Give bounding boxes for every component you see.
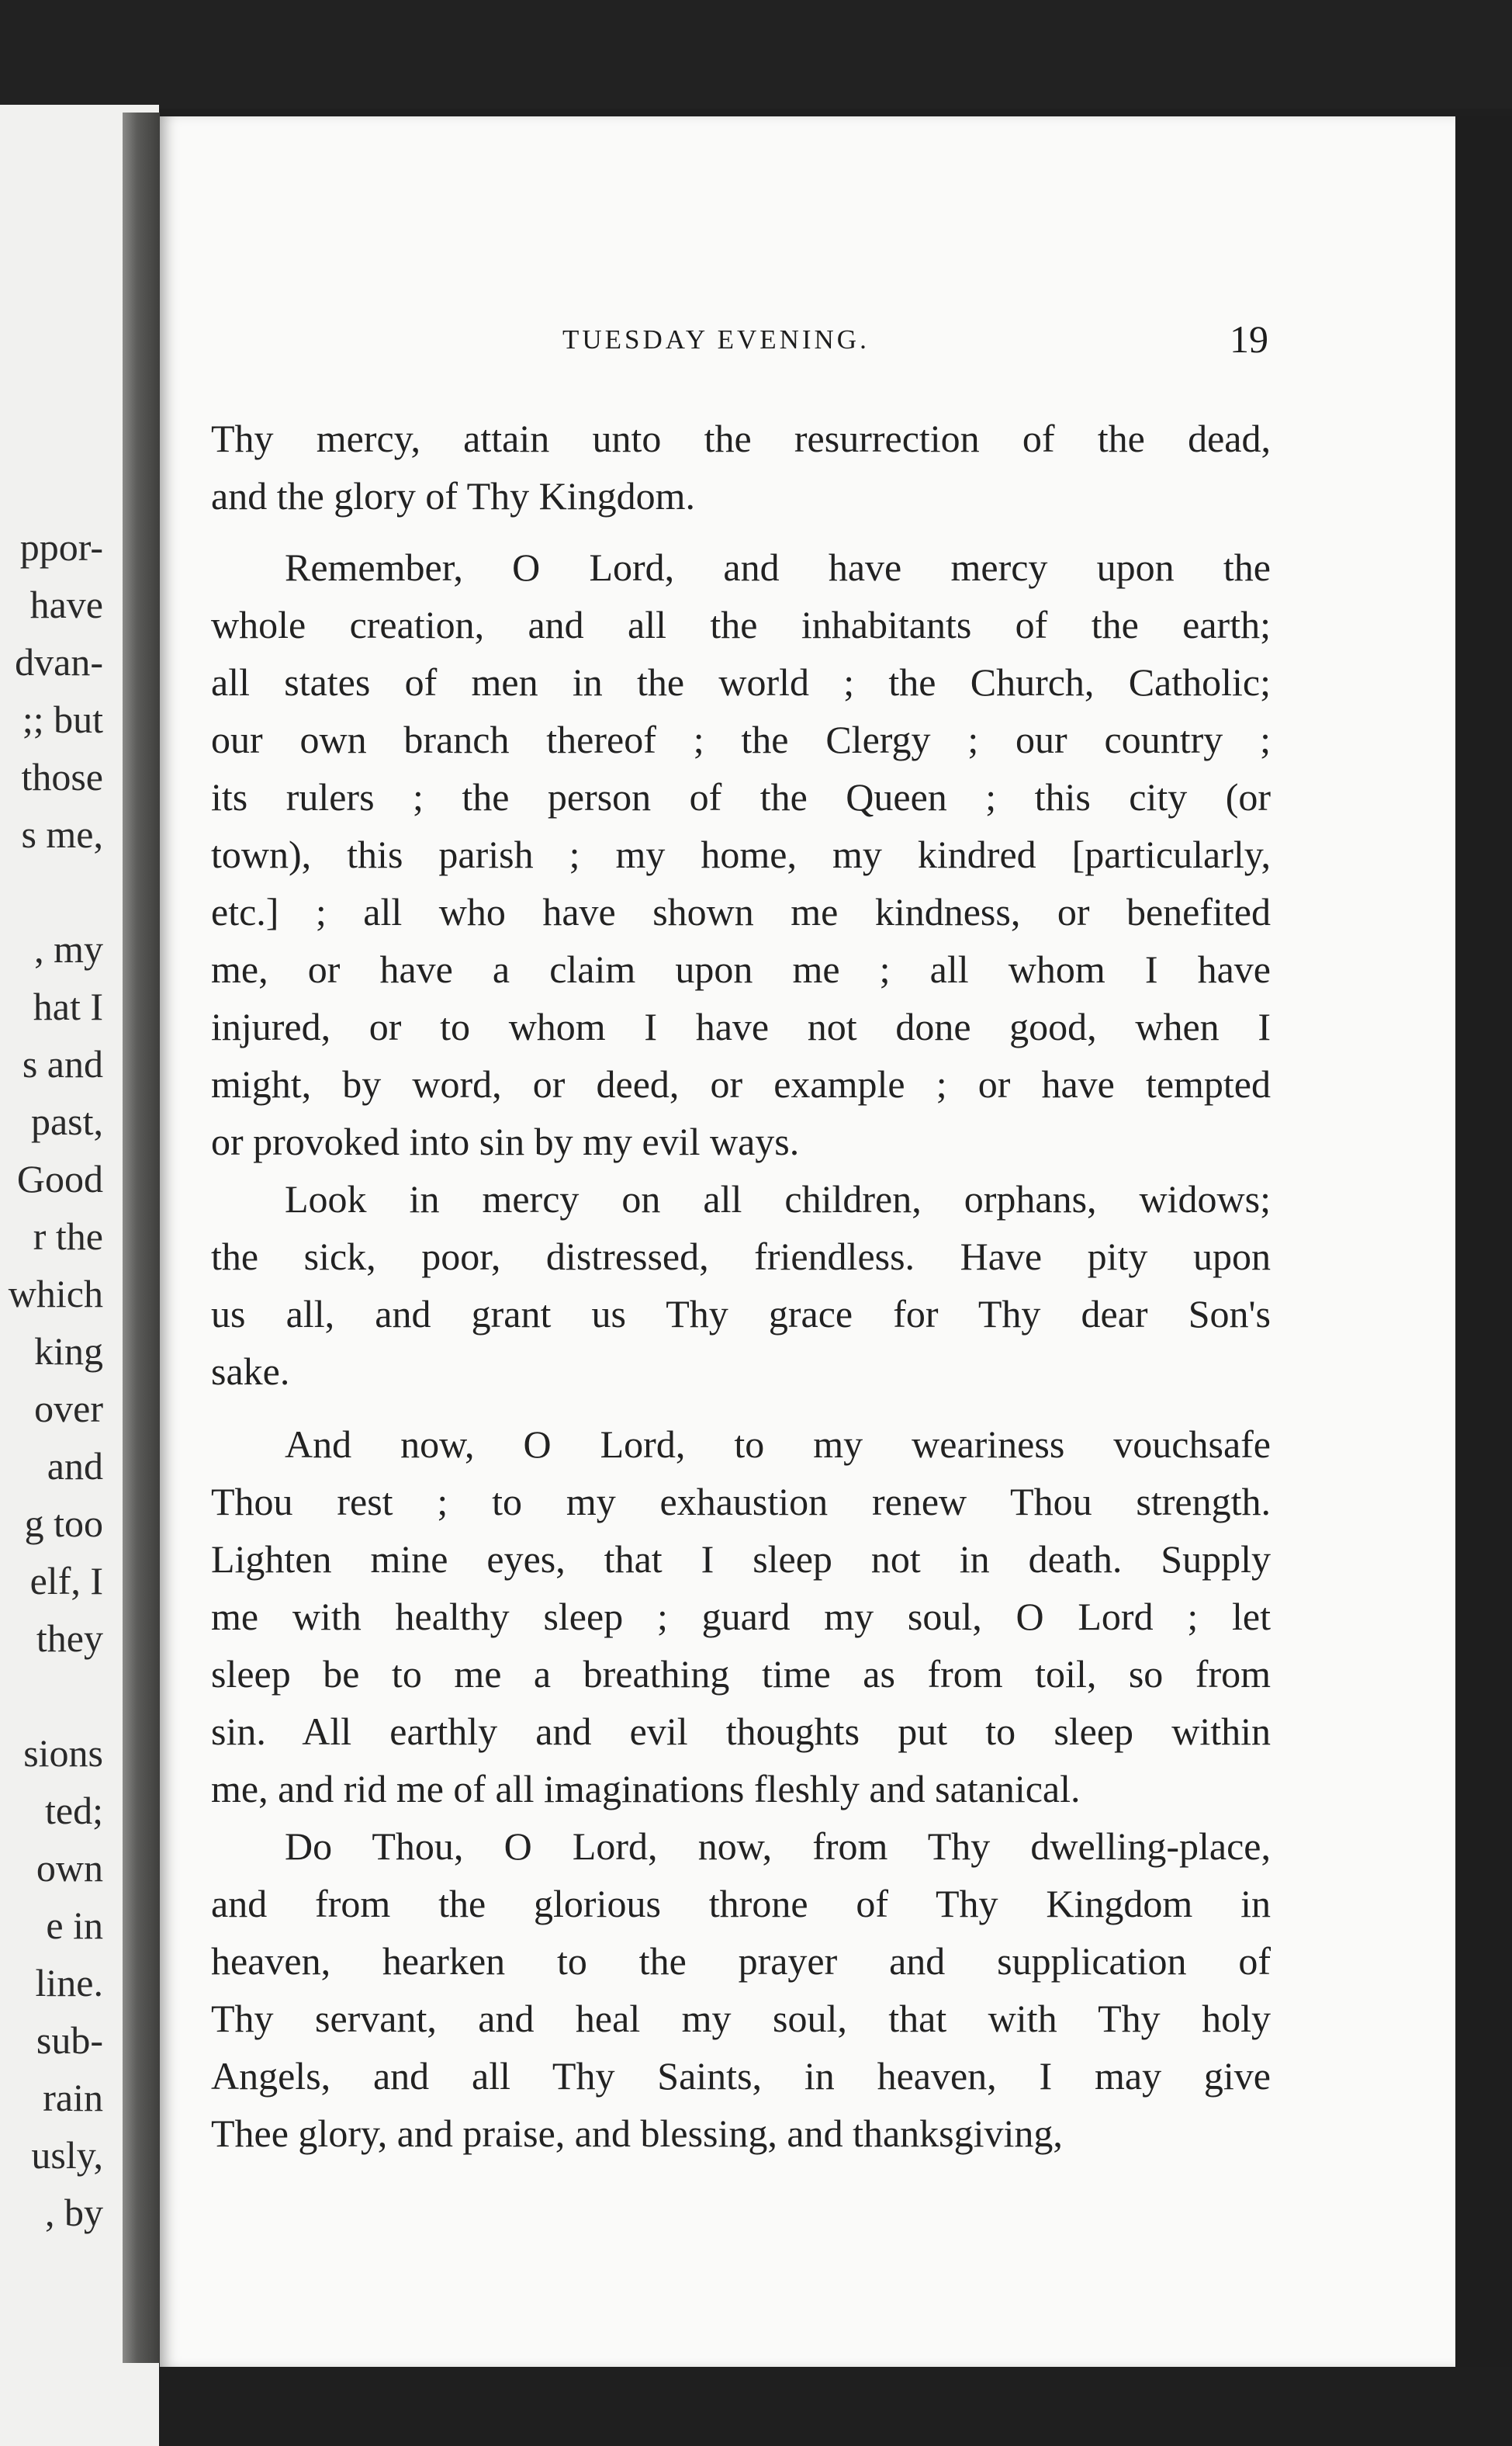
facing-page-line bbox=[0, 863, 103, 920]
page-number: 19 bbox=[1230, 317, 1268, 361]
facing-page-line: which bbox=[8, 1272, 103, 1315]
text-line: sleep be to me a breathing time as from toil, so from bbox=[211, 1652, 1271, 1696]
text-line: Thy mercy, attain unto the resurrection of the dead, bbox=[211, 417, 1271, 460]
text-line: or provoked into sin by my evil ways. bbox=[211, 1120, 800, 1163]
text-line: etc.] ; all who have shown me kindness, or benefited bbox=[211, 890, 1271, 934]
facing-page-line: sions bbox=[23, 1731, 103, 1775]
facing-page-text bbox=[0, 518, 103, 2241]
facing-page-line: and bbox=[47, 1444, 103, 1488]
facing-page-line: usly, bbox=[31, 2133, 103, 2177]
facing-page-line: hat I bbox=[33, 985, 103, 1028]
facing-page-line: have bbox=[29, 583, 103, 626]
text-line: and from the glorious throne of Thy Kingdom in bbox=[211, 1882, 1271, 1925]
text-line: town), this parish ; my home, my kindred [particularly, bbox=[211, 833, 1271, 876]
text-line: Thy servant, and heal my soul, that with Thy holy bbox=[211, 1997, 1271, 2040]
text-line: Angels, and all Thy Saints, in heaven, I may give bbox=[211, 2054, 1271, 2098]
paragraph bbox=[211, 539, 1271, 1170]
facing-page-line: s and bbox=[22, 1042, 103, 1086]
book-spine-shadow bbox=[123, 113, 160, 2363]
text-line: And now, O Lord, to my weariness vouchsafe bbox=[285, 1422, 1271, 1466]
facing-page-line: dvan- bbox=[15, 640, 103, 684]
facing-page-line: ;; but bbox=[22, 698, 103, 741]
text-line: Lighten mine eyes, that I sleep not in death. Supply bbox=[211, 1537, 1271, 1581]
text-line: and the glory of Thy Kingdom. bbox=[211, 474, 695, 518]
text-line: its rulers ; the person of the Queen ; this city (or bbox=[211, 775, 1271, 819]
facing-page-line: they bbox=[36, 1616, 103, 1660]
text-line: our own branch thereof ; the Clergy ; our country ; bbox=[211, 718, 1271, 761]
text-line: Look in mercy on all children, orphans, widows; bbox=[285, 1177, 1271, 1221]
paragraph bbox=[211, 1415, 1271, 1817]
scan-edge bbox=[1455, 116, 1512, 2367]
paragraph bbox=[211, 410, 1271, 525]
text-line: whole creation, and all the inhabitants of the earth; bbox=[211, 603, 1271, 646]
running-head bbox=[396, 310, 1268, 361]
text-line: Remember, O Lord, and have mercy upon the bbox=[285, 546, 1271, 589]
text-line: the sick, poor, distressed, friendless. Have pity upon bbox=[211, 1235, 1271, 1278]
facing-page-line: ted; bbox=[45, 1789, 103, 1832]
facing-page-line: g too bbox=[24, 1502, 103, 1545]
text-line: heaven, hearken to the prayer and supplication of bbox=[211, 1939, 1271, 1983]
facing-page-line: rain bbox=[43, 2076, 103, 2119]
facing-page-line: ppor- bbox=[19, 525, 103, 569]
text-line: Thee glory, and praise, and blessing, and thanksgiving, bbox=[211, 2112, 1063, 2155]
text-line: me with healthy sleep ; guard my soul, O Lord ; let bbox=[211, 1595, 1271, 1638]
text-line: me, and rid me of all imaginations fleshly and satanical. bbox=[211, 1767, 1081, 1810]
facing-page-line: s me, bbox=[21, 812, 103, 856]
body-text bbox=[211, 410, 1271, 2162]
text-line: Thou rest ; to my exhaustion renew Thou strength. bbox=[211, 1480, 1271, 1523]
facing-page-line: e in bbox=[46, 1904, 103, 1947]
text-line: us all, and grant us Thy grace for Thy dear Son's bbox=[211, 1292, 1271, 1336]
facing-page-line: r the bbox=[33, 1214, 103, 1258]
scan-background bbox=[0, 0, 1512, 109]
text-line: injured, or to whom I have not done good, when I bbox=[211, 1005, 1271, 1048]
facing-page-line: Good bbox=[16, 1157, 103, 1200]
facing-page-line: past, bbox=[30, 1100, 103, 1143]
running-title: TUESDAY EVENING. bbox=[562, 324, 870, 355]
text-line: me, or have a claim upon me ; all whom I have bbox=[211, 948, 1271, 991]
text-line: all states of men in the world ; the Church, Catholic; bbox=[211, 660, 1271, 704]
facing-page-line: over bbox=[34, 1387, 103, 1430]
facing-page-line: , by bbox=[45, 2191, 103, 2234]
facing-page-line: elf, I bbox=[29, 1559, 103, 1602]
facing-page-line: own bbox=[36, 1846, 103, 1890]
paragraph bbox=[211, 1817, 1271, 2162]
text-line: sake. bbox=[211, 1349, 290, 1393]
facing-page-line: those bbox=[21, 755, 103, 799]
facing-page-line: , my bbox=[34, 927, 103, 971]
text-line: sin. All earthly and evil thoughts put to sleep within bbox=[211, 1710, 1271, 1753]
text-line: might, by word, or deed, or example ; or have tempted bbox=[211, 1062, 1271, 1106]
paragraph bbox=[211, 1170, 1271, 1400]
facing-page-line bbox=[0, 1667, 103, 1724]
text-line: Do Thou, O Lord, now, from Thy dwelling-place, bbox=[285, 1824, 1271, 1868]
facing-page-line: line. bbox=[35, 1961, 103, 2004]
facing-page-line: king bbox=[34, 1329, 103, 1373]
facing-page-line: sub- bbox=[36, 2018, 103, 2062]
